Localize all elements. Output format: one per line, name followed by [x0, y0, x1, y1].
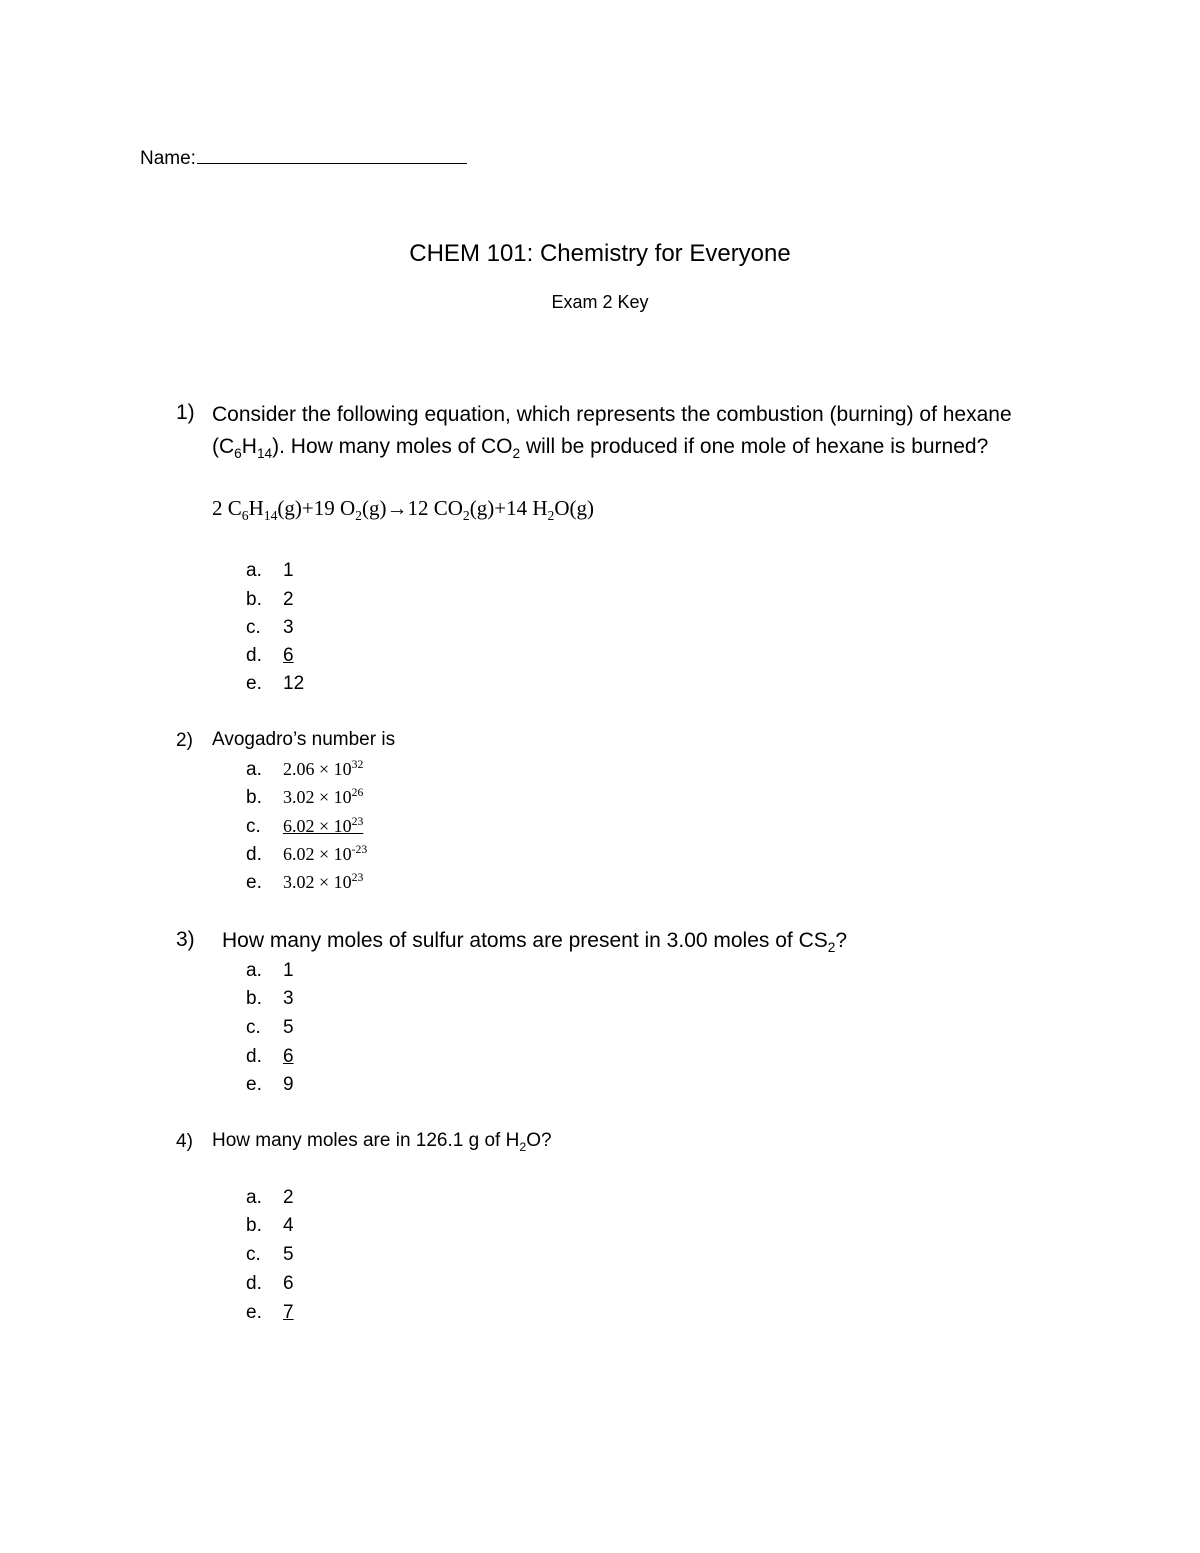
question-1-option-c[interactable]: c. 3 [246, 617, 294, 638]
correct-answer: 7 [283, 1302, 294, 1323]
question-2-text: Avogadro’s number is [212, 729, 396, 750]
correct-answer: 6 [283, 645, 294, 666]
question-3-option-e[interactable]: e. 9 [246, 1074, 294, 1095]
question-3-text: How many moles of sulfur atoms are present in 3.00 moles of $CS_2$? [222, 929, 848, 956]
question-4-option-d[interactable]: d. 6 [246, 1273, 294, 1294]
question-2-option-d[interactable]: d. $6.02 \times 10^{-23}$ [246, 843, 368, 865]
correct-answer: $6.02 \times 10^{23}$ [283, 815, 364, 836]
question-4-option-b[interactable]: b. 4 [246, 1215, 294, 1236]
question-2-option-e[interactable]: e. $3.02 \times 10^{23}$ [246, 871, 364, 893]
question-1-line-1: Consider the following equation, which represents the combustion (burning) of hexane [212, 403, 1012, 426]
question-4-option-c[interactable]: c. 5 [246, 1244, 294, 1265]
question-4-option-e[interactable]: e. 7 [246, 1302, 294, 1323]
question-2-option-a[interactable]: a. $2.06 \times 10^{32}$ [246, 758, 364, 780]
question-2-option-b[interactable]: b. $3.02 \times 10^{26}$ [246, 786, 364, 808]
question-1-option-a[interactable]: a. 1 [246, 560, 294, 581]
question-4-text: How many moles are in 126.1 g of $H_2O$? [212, 1130, 552, 1154]
question-2-number: 2) [176, 730, 193, 751]
question-1-option-d[interactable]: d. 6 [246, 645, 294, 666]
document-subtitle: Exam 2 Key [551, 292, 649, 312]
question-3-option-d[interactable]: d. 6 [246, 1046, 294, 1067]
correct-answer: 6 [283, 1046, 294, 1067]
question-3-option-a[interactable]: a. 1 [246, 960, 294, 981]
name-field-row [140, 144, 467, 170]
question-4-option-a[interactable]: a. 2 [246, 1187, 294, 1208]
question-3-number: 3) [176, 928, 195, 951]
document-title: CHEM 101: Chemistry for Everyone [409, 240, 791, 267]
question-1-option-b[interactable]: b. 2 [246, 589, 294, 610]
question-1-option-e[interactable]: e. 12 [246, 673, 305, 694]
question-2-option-c[interactable]: c. $6.02 \times 10^{23}$ [246, 815, 364, 837]
question-1-equation: 2 $C_6H_{14}(g)+19$ $O_2(g)\to 12$ $CO_2(g)+14$ $H_2O(g)$ [212, 496, 594, 524]
question-1-line-2: $(C_6H_{14})$. How many moles of $CO_2$ will be produced if one mole of hexane is burned? [212, 435, 989, 462]
question-3-option-b[interactable]: b. 3 [246, 988, 294, 1009]
question-3-option-c[interactable]: c. 5 [246, 1017, 294, 1038]
name-label: Name: [140, 148, 196, 169]
question-1-number: 1) [176, 401, 195, 424]
name-blank-line[interactable] [197, 144, 467, 164]
question-4-number: 4) [176, 1131, 193, 1152]
